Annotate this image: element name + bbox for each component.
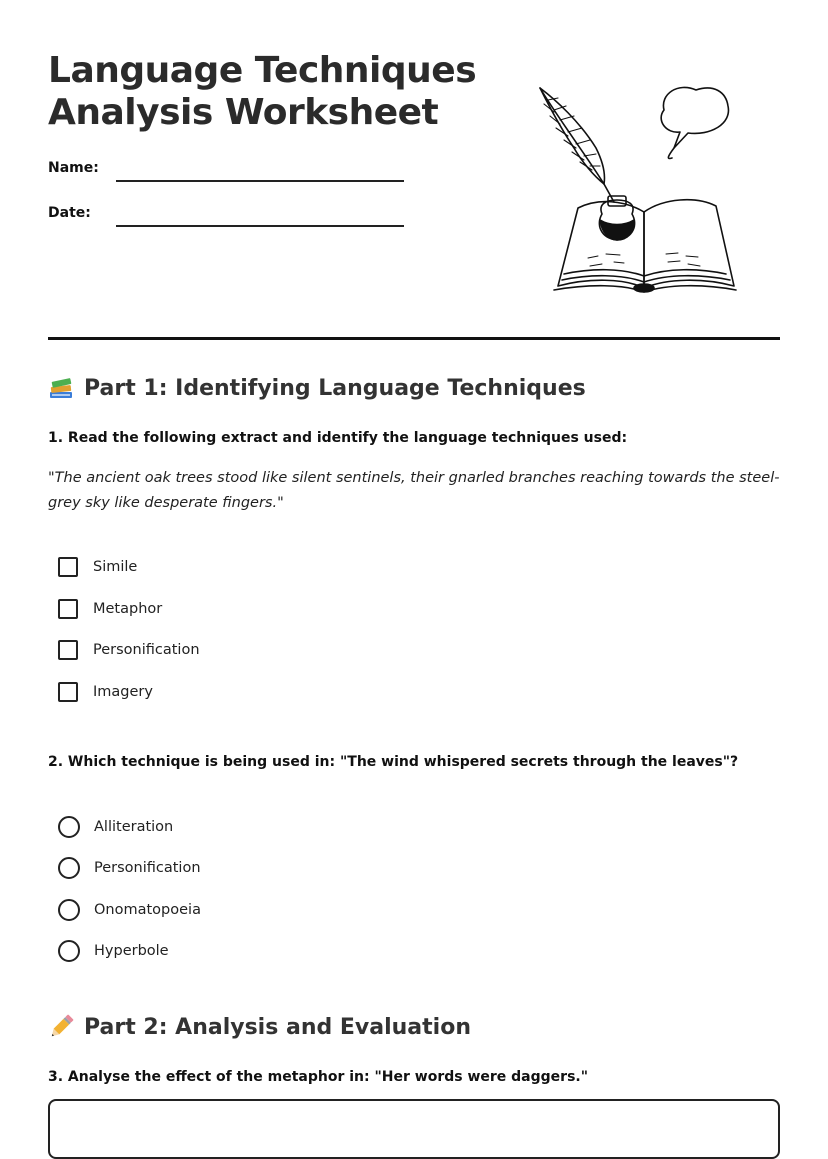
radio-option-personification[interactable] (58, 857, 201, 879)
part1-heading (48, 375, 586, 401)
open-book-icon (554, 200, 736, 292)
header-divider (48, 337, 780, 340)
checkbox[interactable] (58, 557, 78, 577)
speech-bubble-icon (661, 87, 728, 158)
radio-button[interactable] (58, 899, 80, 921)
checkbox-option-imagery[interactable] (58, 682, 153, 702)
option-label: Onomatopoeia (94, 902, 201, 918)
question-3-answer-box[interactable] (48, 1099, 780, 1159)
option-label: Metaphor (93, 601, 163, 617)
option-label: Imagery (93, 684, 153, 700)
option-label: Alliteration (94, 819, 174, 835)
radio-button[interactable] (58, 857, 80, 879)
question-1-extract: "The ancient oak trees stood like silent sentinels, their gnarled branches reaching towards the steel-grey sky like desperate fingers." (48, 470, 780, 511)
radio-option-onomatopoeia[interactable] (58, 899, 201, 921)
checkbox-option-personification[interactable] (58, 640, 200, 660)
checkbox[interactable] (58, 599, 78, 619)
option-label: Personification (94, 860, 201, 876)
part2-heading-text: Part 2: Analysis and Evaluation (84, 1014, 471, 1040)
question-2-prompt: 2. Which technique is being used in: "The wind whispered secrets through the leaves"? (48, 754, 739, 770)
part2-heading (48, 1014, 471, 1040)
name-field[interactable] (116, 180, 404, 182)
date-field[interactable] (116, 225, 404, 227)
checkbox[interactable] (58, 682, 78, 702)
checkbox[interactable] (58, 640, 78, 660)
checkbox-option-simile[interactable] (58, 557, 137, 577)
checkbox-option-metaphor[interactable] (58, 599, 162, 619)
pencil-icon (48, 1014, 74, 1040)
book-quill-illustration (528, 78, 750, 298)
title-line-2: Analysis Worksheet (48, 92, 439, 133)
worksheet-title (48, 50, 476, 134)
radio-button[interactable] (58, 940, 80, 962)
radio-option-alliteration[interactable] (58, 816, 173, 838)
books-icon (48, 375, 74, 401)
part1-heading-text: Part 1: Identifying Language Techniques (84, 375, 586, 401)
title-line-1: Language Techniques (48, 50, 477, 91)
quill-icon (540, 88, 614, 202)
question-1-prompt: 1. Read the following extract and identify the language techniques used: (48, 430, 628, 446)
radio-option-hyperbole[interactable] (58, 940, 169, 962)
question-3-prompt: 3. Analyse the effect of the metaphor in: "Her words were daggers." (48, 1069, 589, 1085)
date-label: Date: (48, 205, 91, 221)
option-label: Hyperbole (94, 943, 169, 959)
radio-button[interactable] (58, 816, 80, 838)
option-label: Simile (93, 559, 138, 575)
name-label: Name: (48, 160, 99, 176)
option-label: Personification (93, 642, 200, 658)
